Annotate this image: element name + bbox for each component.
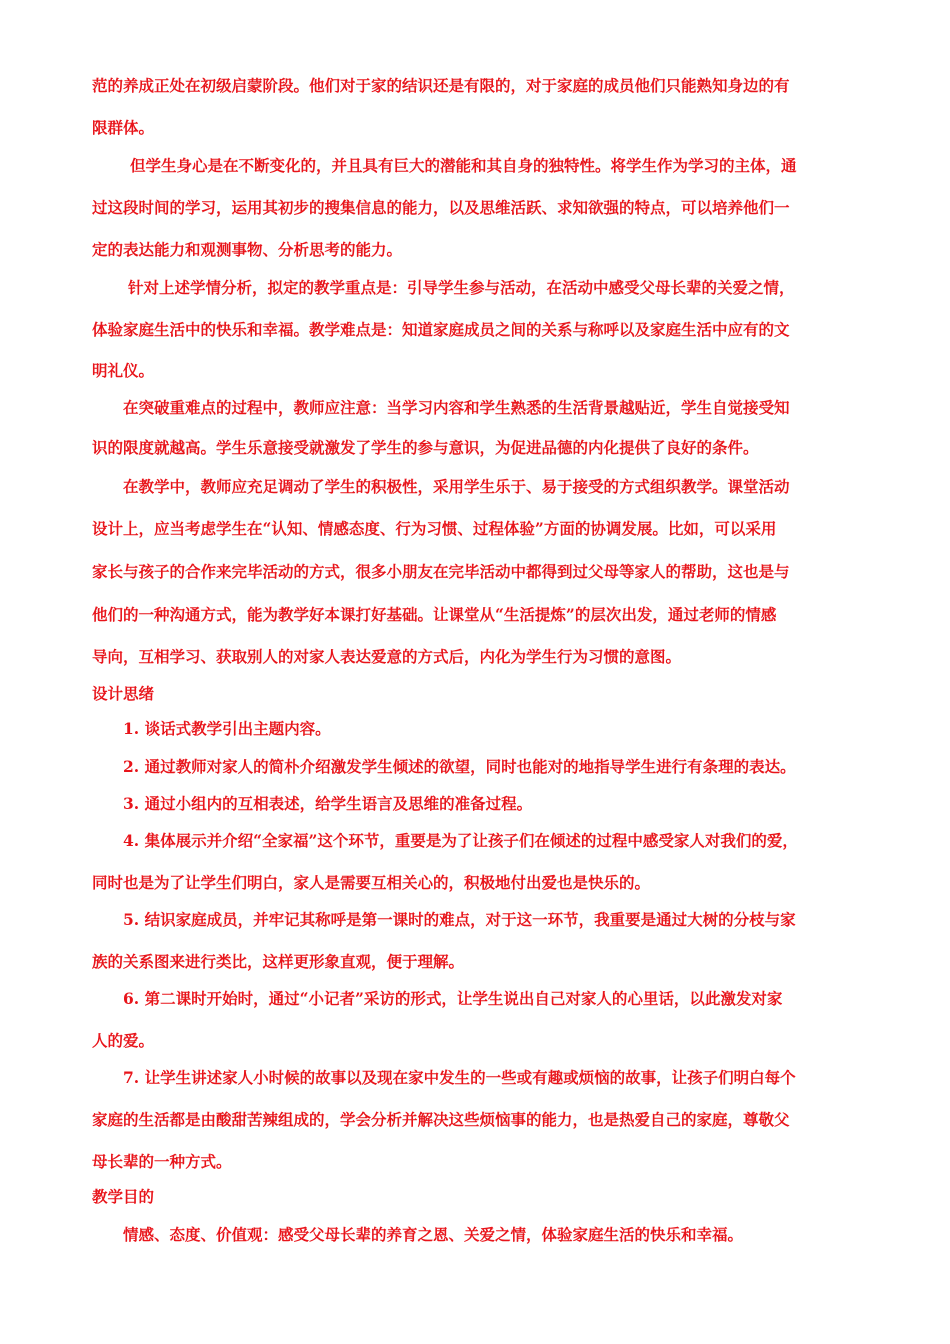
text-line: 在突破重难点的过程中，教师应注意：当学习内容和学生熟悉的生活背景越贴近，学生自觉接受知 bbox=[123, 398, 790, 417]
text-line: 他们的一种沟通方式，能为教学好本课打好基础。让课堂从“生活提炼”的层次出发，通过老师的情感 bbox=[92, 605, 777, 624]
list-item-continuation: 同时也是为了让学生们明白，家人是需要互相关心的，积极地付出爱也是快乐的。 bbox=[92, 873, 651, 892]
text-line: 明礼仪。 bbox=[92, 361, 155, 380]
text-line: 体验家庭生活中的快乐和幸福。教学难点是：知道家庭成员之间的关系与称呼以及家庭生活中应有的文 bbox=[92, 320, 790, 339]
text-line: 识的限度就越高。学生乐意接受就激发了学生的参与意识，为促进品德的内化提供了良好的条件。 bbox=[92, 438, 759, 457]
list-item-continuation: 族的关系图来进行类比，这样更形象直观，便于理解。 bbox=[92, 952, 465, 971]
text-line: 导向，互相学习、获取别人的对家人表达爱意的方式后，内化为学生行为习惯的意图。 bbox=[92, 647, 682, 666]
list-item-continuation: 人的爱。 bbox=[92, 1031, 155, 1050]
list-item: 5. 结识家庭成员，并牢记其称呼是第一课时的难点，对于这一环节，我重要是通过大树的分枝与家 bbox=[123, 910, 796, 929]
list-item: 2. 通过教师对家人的简朴介绍激发学生倾述的欲望，同时也能对的地指导学生进行有条理的表达。 bbox=[123, 757, 796, 776]
text-line: 家长与孩子的合作来完毕活动的方式，很多小朋友在完毕活动中都得到过父母等家人的帮助，这也是与 bbox=[92, 562, 790, 581]
text-line: 但学生身心是在不断变化的，并且具有巨大的潜能和其自身的独特性。将学生作为学习的主体，通 bbox=[130, 156, 797, 175]
list-item: 1. 谈话式教学引出主题内容。 bbox=[123, 719, 331, 738]
list-item: 7. 让学生讲述家人小时候的故事以及现在家中发生的一些或有趣或烦恼的故事，让孩子们明白每个 bbox=[123, 1068, 796, 1087]
list-item: 6. 第二课时开始时，通过“小记者”采访的形式，让学生说出自己对家人的心里话，以此激发对家 bbox=[123, 989, 783, 1008]
list-item: 4. 集体展示并介绍“全家福”这个环节，重要是为了让孩子们在倾述的过程中感受家人对我们的爱， bbox=[123, 831, 798, 850]
goal-item: 情感、态度、价值观：感受父母长辈的养育之恩、关爱之情，体验家庭生活的快乐和幸福。 bbox=[123, 1225, 744, 1244]
section-heading-goals: 教学目的 bbox=[92, 1187, 155, 1206]
text-line: 范的养成正处在初级启蒙阶段。他们对于家的结识还是有限的，对于家庭的成员他们只能熟知身边的有 bbox=[92, 76, 790, 95]
section-heading-design: 设计思绪 bbox=[92, 684, 155, 703]
text-line: 在教学中，教师应充足调动了学生的积极性，采用学生乐于、易于接受的方式组织教学。课堂活动 bbox=[123, 477, 790, 496]
list-item-continuation: 家庭的生活都是由酸甜苦辣组成的，学会分析并解决这些烦恼事的能力，也是热爱自己的家庭，尊敬父 bbox=[92, 1110, 790, 1129]
list-item-continuation: 母长辈的一种方式。 bbox=[92, 1152, 232, 1171]
text-line: 设计上，应当考虑学生在“认知、情感态度、行为习惯、过程体验”方面的协调发展。比如，可以采用 bbox=[92, 519, 777, 538]
list-item: 3. 通过小组内的互相表述，给学生语言及思维的准备过程。 bbox=[123, 794, 533, 813]
text-line: 定的表达能力和观测事物、分析思考的能力。 bbox=[92, 240, 403, 259]
text-line: 针对上述学情分析，拟定的教学重点是：引导学生参与活动，在活动中感受父母长辈的关爱之情， bbox=[128, 278, 795, 297]
text-line: 限群体。 bbox=[92, 118, 155, 137]
text-line: 过这段时间的学习，运用其初步的搜集信息的能力，以及思维活跃、求知欲强的特点，可以培养他们一 bbox=[92, 198, 790, 217]
